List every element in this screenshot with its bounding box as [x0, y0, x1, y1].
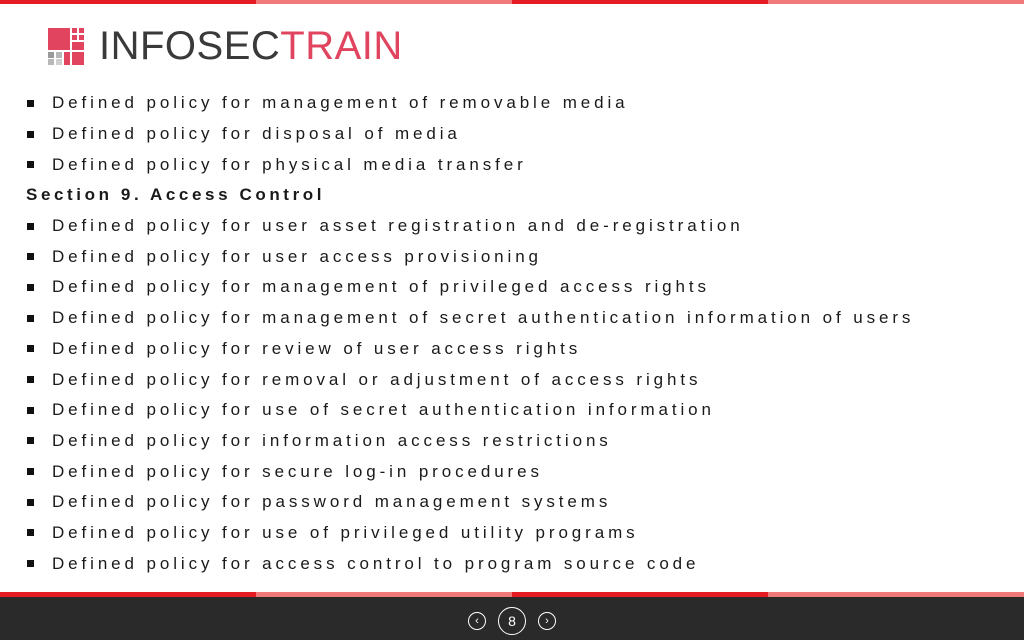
- bullet-icon: [27, 468, 34, 475]
- bullet-icon: [27, 131, 34, 138]
- brand-name: [99, 26, 403, 66]
- list-item: [26, 241, 1006, 272]
- list-item-text: Defined policy for review of user access rights: [52, 338, 582, 358]
- section-heading: [26, 180, 1006, 211]
- list-item-text: Defined policy for removal or adjustment of access rights: [52, 369, 702, 389]
- top-accent-segment: [768, 0, 1024, 4]
- top-accent-segment: [256, 0, 512, 4]
- list-item: [26, 395, 1006, 426]
- prev-glyph: ‹: [475, 615, 479, 627]
- brand-name-part2: TRAIN: [280, 24, 403, 68]
- list-item-text: Defined policy for user access provisioning: [52, 246, 542, 266]
- list-item-text: Defined policy for information access restrictions: [52, 430, 612, 450]
- list-item-text: Defined policy for use of secret authentication information: [52, 400, 715, 420]
- list-item-text: Defined policy for password management systems: [52, 492, 612, 512]
- logo-mark-icon: [48, 28, 84, 65]
- list-item-text: Defined policy for disposal of media: [52, 124, 461, 144]
- list-item-text: Defined policy for use of privileged utility programs: [52, 522, 639, 542]
- page-number: 8: [508, 613, 516, 629]
- bullet-icon: [27, 560, 34, 567]
- section-heading-text: Section 9. Access Control: [26, 185, 326, 205]
- top-accent-segment: [0, 0, 256, 4]
- slide-content: [26, 88, 1006, 579]
- bullet-icon: [27, 161, 34, 168]
- infosectrain-logo: [48, 26, 403, 66]
- bullet-icon: [27, 315, 34, 322]
- list-item: [26, 303, 1006, 334]
- top-accent-segment: [512, 0, 768, 4]
- chevron-right-icon[interactable]: [538, 612, 556, 630]
- list-item: [26, 88, 1006, 119]
- list-item-text: Defined policy for physical media transfer: [52, 154, 527, 174]
- bullet-icon: [27, 100, 34, 107]
- slide-footer: [0, 597, 1024, 640]
- list-item: [26, 211, 1006, 242]
- list-item-text: Defined policy for access control to program source code: [52, 553, 700, 573]
- bullet-icon: [27, 437, 34, 444]
- bullet-icon: [27, 499, 34, 506]
- list-item: [26, 426, 1006, 457]
- next-glyph: ›: [545, 615, 549, 627]
- list-item: [26, 334, 1006, 365]
- list-item: [26, 149, 1006, 180]
- list-item-text: Defined policy for secure log-in procedures: [52, 461, 543, 481]
- bullet-icon: [27, 376, 34, 383]
- brand-name-part1: INFOSEC: [99, 24, 281, 68]
- list-item-text: Defined policy for management of secret authentication information of users: [52, 308, 915, 328]
- bullet-icon: [27, 223, 34, 230]
- chevron-left-icon[interactable]: [468, 612, 486, 630]
- list-item-text: Defined policy for user asset registration and de-registration: [52, 216, 744, 236]
- list-item: [26, 119, 1006, 150]
- list-item: [26, 518, 1006, 549]
- slide-navigation: [0, 607, 1024, 635]
- list-item: [26, 456, 1006, 487]
- page-number-badge[interactable]: [498, 607, 526, 635]
- list-item: [26, 548, 1006, 579]
- list-item-text: Defined policy for management of privileged access rights: [52, 277, 710, 297]
- bullet-icon: [27, 529, 34, 536]
- bullet-icon: [27, 253, 34, 260]
- bullet-icon: [27, 284, 34, 291]
- list-item: [26, 272, 1006, 303]
- list-item: [26, 364, 1006, 395]
- list-item: [26, 487, 1006, 518]
- bullet-icon: [27, 407, 34, 414]
- bullet-icon: [27, 345, 34, 352]
- list-item-text: Defined policy for management of removable media: [52, 93, 629, 113]
- top-accent-bar: [0, 0, 1024, 4]
